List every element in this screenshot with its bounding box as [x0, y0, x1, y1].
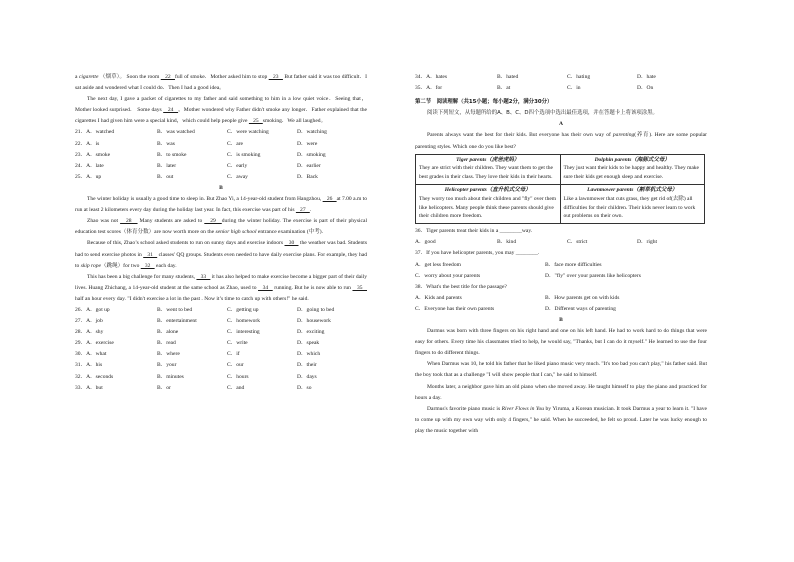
options-21-25 [75, 127, 367, 182]
blank-28: 28 [120, 218, 138, 225]
style-name: Lawnmower parents（割草机式父母） [587, 187, 678, 194]
option-row: 24．A．late B．later C．early D．earlier [75, 162, 321, 169]
blank-27: 27 [295, 207, 310, 214]
blank-30: 30 [284, 240, 299, 247]
option-row: 25．A．up B．out C．away D．Back [75, 173, 318, 180]
style-name: Helicopter parents（直升机式父母） [444, 187, 531, 194]
table-cell: Dolphin parents（海豚式父母） They just want their kids to be happy and healthy. They make sure their kids get enough sleep and exercise. [560, 154, 705, 184]
heading-a: A [558, 121, 563, 128]
option-row: 35．A．for B．at C．in D．On [415, 85, 654, 92]
paragraph: This has been a big challenge for many students, 33 it has also helped to make exercise become a bigger part of their daily lives. Huang Zhichang, a 14-year-old student at the same school as Zhao, used to 34 running. But he is now able to run 35 half an hour every day. "I didn't exercise a lot in the past . Now it’s time to catch up with others!" he said. [75, 273, 367, 302]
option-row: A．get less freedom B．face more difficulties [415, 261, 602, 268]
option-row: 27．A．job B．entertainment C．homework D．housework [75, 318, 331, 325]
table-cell: Tiger parents（虎爸虎妈） They are strict with their children. They want them to get the best grades in their class. They love their kids in their hearts. [416, 154, 561, 184]
section-heading: 第二节 阅读理解（共15小题；每小题2分，满分30分） [415, 99, 553, 106]
paragraph: The winter holiday is usually a good time to sleep in. But Zhao Yi, a 14-year-old student from Hangzhou, 26 at 7.00 a.m to run at least 2 kilometers every day during the holiday last year. In fact, this exercise was part of his 27 . [75, 196, 367, 214]
paragraph: Zhao was not 28 Many students are asked to 29 during the winter holiday. The exercise is part of their physical education test scores（体育分数）are now worth more on the senior high school entrance examination (中考). [75, 218, 367, 236]
question-38: 38．What's the best title for the passage? [415, 283, 507, 290]
option-row: 28．A．shy B．alone C．interesting D．exciting [75, 329, 325, 336]
option-row: 34．A．hates B．hated C．hating D．hate [415, 74, 656, 80]
option-row: 21．A．watched B．was watched C．were watching D．watching [75, 129, 327, 136]
option-row: 33．A．but B．or C．and D．so [75, 384, 312, 391]
paragraph: Because of this, Zhao’s school asked students to run on sunny days and exercise indoors 30 the weather was bad. Students had to send exercise photos in 31 classes' QQ groups. Students even needed to have daily exercise plans. For example, they had to skip rope（跳绳）for two 32 each day. [75, 240, 367, 269]
option-row: A．Kids and parents B．How parents get on with kids [415, 294, 620, 301]
blank-29: 29 [204, 218, 222, 225]
blank-25: 25 [248, 118, 263, 125]
blank-34: 34 [258, 284, 273, 291]
heading-b: B [219, 184, 223, 191]
heading-b: B [559, 316, 563, 323]
table-cell: Lawnmower parents（割草机式父母） Like a lawnmower that cuts grass, they get rid of(去除) all difficulties for their children. Their kids never learn to work out problems on their own. [560, 185, 705, 224]
parenting-styles-table [415, 154, 705, 225]
paragraph: Months later, a neighbor gave him an old piano when she moved away. He taught himself to play the piano and practiced for hours a day. [415, 383, 707, 401]
style-name: Tiger parents（虎爸虎妈） [456, 156, 520, 163]
right-column [415, 72, 707, 437]
option-row: C．Everyone has their own parents D．Different ways of parenting [415, 305, 616, 312]
table-cell: Helicopter parents（直升机式父母） They worry too much about their children and "fly" over them like helicopters. Many people think these parents should give their children more freedom. [416, 185, 561, 224]
option-row: 26．A．got up B．went to bed C．getting up D．going to bed [75, 306, 335, 313]
paragraph: a cigarette （烟草）。 Soon the room 22 full of smoke．Mother asked him to stop 23 But father said it was too difficult．I sat aside and wondered what I could do．Then I had a good idea。 [75, 74, 367, 92]
blank-22: 22 [160, 74, 175, 80]
blank-33: 33 [196, 273, 211, 280]
blank-35: 35 [352, 284, 367, 291]
blank-23: 23 [268, 74, 283, 80]
blank-32: 32 [140, 262, 155, 269]
blank-24: 24 [163, 107, 179, 114]
style-name: Dolphin parents（海豚式父母） [594, 156, 670, 163]
option-row: 30．A．what B．where C．if D．which [75, 351, 321, 358]
option-row: 23．A．smoke B．to smoke C．is smoking D．smoking [75, 151, 326, 158]
left-column [75, 72, 367, 394]
option-row: C．worry about your parents D．"fly" over your parents like helicopters [415, 272, 641, 279]
paragraph: Darmus was born with three fingers on his right hand and one on his left hand. He had to work hard to do things that were easy for others. Every time his classmates tried to help, he would say, "Thanks, but I can do it myself." He learned to use the four fingers to do different things. [415, 328, 707, 357]
paragraph: Parents always want the best for their kids. But everyone has their own way of parenting(养育). Here are some popular parenting styles. Which one do you like best? [415, 132, 707, 150]
paragraph: The next day, I gave a packet of cigarettes to my father and said something to him in a low quiet voice．Seeing that， Mother looked surprised． Some days 24 ，Mother wondered why Father didn't smoke any longer．Father explained that the cigarettes I had given him were a special kind，which could help people give 25 smoking．We all laughed。 [75, 96, 367, 125]
question-36: 36．Tiger parents treat their kids in a ________way. [415, 228, 533, 235]
paragraph: Darmus's favorite piano music is River Flows in You by Yiruma, a Korean musician. It took Darmus a year to learn it. "I have to come up with my own way with only 4 fingers," he said. When he succeeded, he felt so proud. Later he was lucky enough to play the music together with [415, 405, 707, 434]
blank-31: 31 [143, 251, 158, 258]
options-34-35 [415, 72, 707, 94]
option-row: 29．A．exercise B．read C．write D．speak [75, 340, 320, 347]
option-row: 32．A．seconds B．minutes C．hours D．days [75, 373, 317, 380]
section-instructions: 阅读下列短文，从每题所给的A、B、C、D四个选项中选出最佳选项，并在答题卡上将该项涂黑。 [427, 110, 658, 117]
options-26-33 [75, 305, 367, 394]
question-37: 37．If you have helicopter parents, you may ________. [415, 250, 540, 257]
option-row: 22．A．is B．was C．are D．were [75, 140, 318, 147]
option-row: 31．A．his B．your C．our D．their [75, 362, 317, 369]
blank-26: 26 [322, 196, 337, 203]
paragraph: When Darmus was 10, he told his father that he liked piano music very much. "It's too bad you can't play," his father said. But the boy took that as a challenge "I will show people that I can," he said to himself. [415, 361, 707, 379]
option-row: A．good B．kind C．strict D．right [415, 239, 658, 246]
